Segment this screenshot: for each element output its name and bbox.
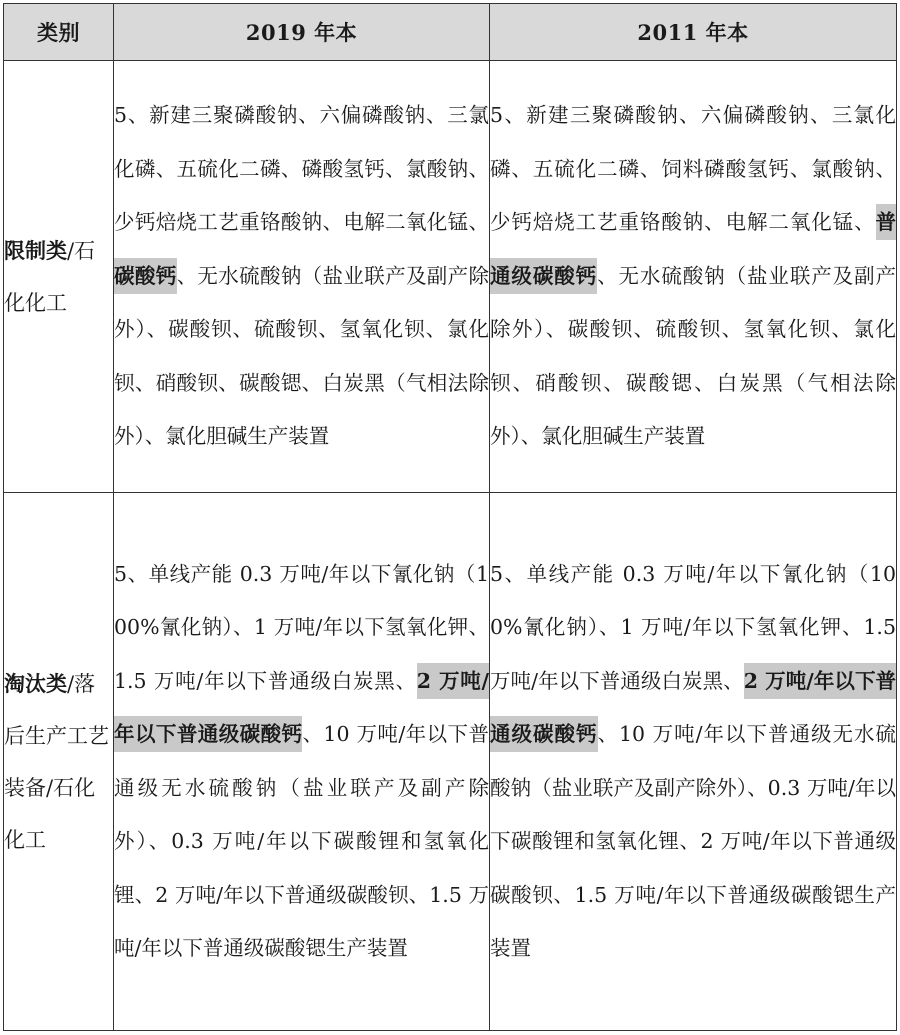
content-text: 、无水硫酸钠（盐业联产及副产除外）、碳酸钡、硫酸钡、氢氧化钡、氯化钡、硝酸钡、碳酸锶、白炭黑（气相法除外）、氯化胆碱生产装置 [114,263,490,449]
content-text: 、10 万吨/年以下普通级无水硫酸钠（盐业联产及副产除外）、0.3 万吨/年以下碳酸锂和氢氧化锂、2 万吨/年以下普通级碳酸钡、1.5 万吨/年以下普通级碳酸锶生产装置 [114,722,489,960]
category-cell [4,61,114,493]
highlighted-term: 碳酸钙 [114,258,177,294]
content-2011 [490,61,897,493]
header-2019-edition: 2019 年本 [114,4,490,61]
content-2019 [114,493,490,1031]
table-header [4,4,897,61]
table-row-eliminated [4,493,897,1031]
content-text: 、无水硫酸钠（盐业联产及副产除外）、碳酸钡、硫酸钡、氢氧化钡、氯化钡、硝酸钡、碳酸锶、白炭黑（气相法除外）、氯化胆碱生产装置 [490,263,897,449]
content-2019 [114,61,490,493]
content-text: 、10 万吨/年以下普通级无水硫酸钠（盐业联产及副产除外）、0.3 万吨/年以下碳酸锂和氢氧化锂、2 万吨/年以下普通级碳酸钡、1.5 万吨/年以下普通级碳酸锶生产装置 [490,722,896,960]
header-row [4,4,897,61]
category-type: 淘汰类 [4,670,67,696]
content-text: 5、单线产能 0.3 万吨/年以下氰化钠（100%氰化钠）、1 万吨/年以下氢氧化钾、1.5 万吨/年以下普通级白炭黑、 [490,561,896,693]
content-text: 5、新建三聚磷酸钠、六偏磷酸钠、三氯化磷、五硫化二磷、饲料磷酸氢钙、氯酸钠、少钙焙烧工艺重铬酸钠、电解二氧化锰、 [490,103,896,235]
header-2011-edition: 2011 年本 [490,4,897,61]
category-scope: /石化化工 [4,238,96,315]
category-cell [4,493,114,1031]
content-2011 [490,493,897,1031]
category-scope: /落后生产工艺装备/石化化工 [4,671,109,852]
category-type: 限制类 [4,237,67,263]
content-text: 5、单线产能 0.3 万吨/年以下氰化钠（100%氰化钠）、1 万吨/年以下氢氧化钾、1.5 万吨/年以下普通级白炭黑、 [114,561,489,693]
highlighted-term: 2 万吨/年以下普通级碳酸钙 [114,663,489,753]
comparison-table [3,3,897,1031]
header-category: 类别 [4,4,114,61]
table-row-restricted [4,61,897,493]
highlighted-term: 普通级碳酸钙 [490,204,896,294]
content-text: 5、新建三聚磷酸钠、六偏磷酸钠、三氯化磷、五硫化二磷、磷酸氢钙、氯酸钠、少钙焙烧工艺重铬酸钠、电解二氧化锰、 [114,103,489,235]
highlighted-term: 2 万吨/年以下普通级碳酸钙 [490,663,896,753]
